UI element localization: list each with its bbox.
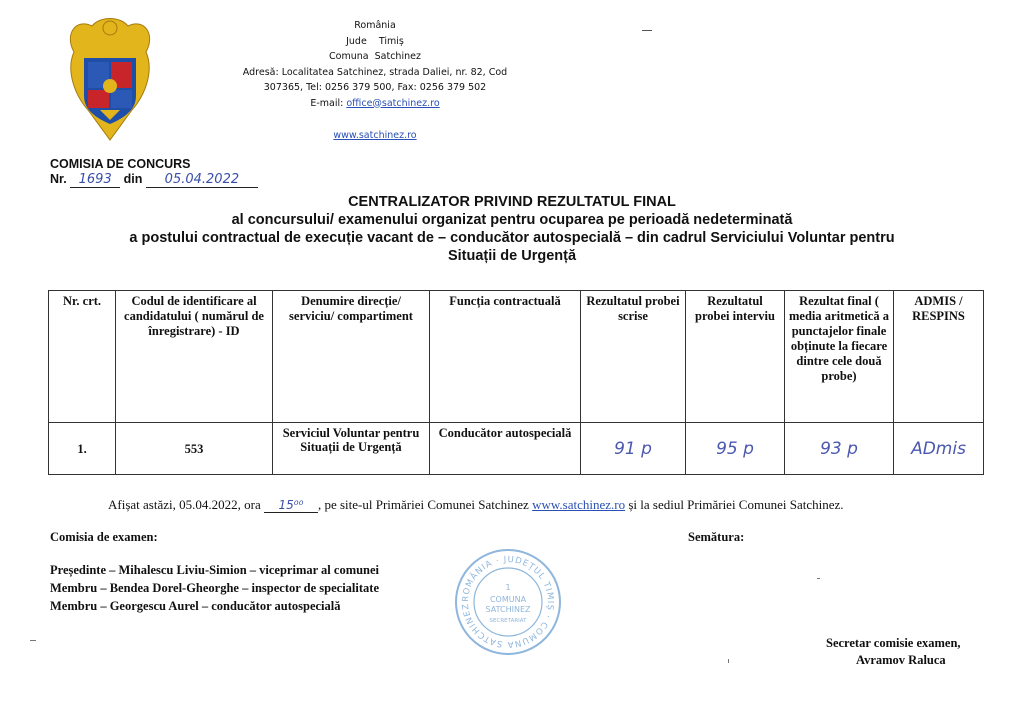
commission-heading: COMISIA DE CONCURS <box>50 157 191 171</box>
title-line-2: al concursului/ examenului organizat pentru ocuparea pe perioadă nedeterminată <box>231 212 793 228</box>
letterhead-email-row <box>220 96 530 112</box>
row-department: Serviciul Voluntar pentru Situații de Urgență <box>273 423 430 475</box>
row-status: ADmis <box>894 423 984 475</box>
member-3: Membru – Georgescu Aurel – conducător autospecială <box>50 599 341 613</box>
svg-text:SECRETARIAT: SECRETARIAT <box>489 618 527 624</box>
posting-suffix: și la sediul Primăriei Comunei Satchinez. <box>628 497 844 512</box>
posting-hour: 15⁰⁰ <box>264 498 318 513</box>
svg-text:COMUNA: COMUNA <box>489 595 527 604</box>
col-department: Denumire direcție/ serviciu/ compartiment <box>273 291 430 423</box>
posting-notice <box>108 497 844 513</box>
posting-prefix: Afișat astăzi, 05.04.2022, ora <box>108 497 261 512</box>
title-line-3: a postului contractual de execuție vacant de – conducător autospecială – din cadrul Serviciului Voluntar pentru <box>129 230 895 246</box>
svg-text:1: 1 <box>505 583 511 592</box>
svg-text:SATCHINEZ: SATCHINEZ <box>485 605 531 614</box>
date-value: 05.04.2022 <box>146 172 258 188</box>
secretary-title: Secretar comisie examen, <box>826 636 961 650</box>
signature-label: Semătura: <box>688 530 745 544</box>
document-title <box>40 193 984 265</box>
letterhead-phone: 307365, Tel: 0256 379 500, Fax: 0256 379 502 <box>263 82 487 93</box>
letterhead <box>220 18 530 111</box>
col-final: Rezultat final ( media aritmetică a punctajelor finale obținute la fiecare dintre cele două probe) <box>785 291 894 423</box>
title-line-4: Situații de Urgență <box>447 248 577 264</box>
row-id: 553 <box>116 423 273 475</box>
row-nr: 1. <box>49 423 116 475</box>
col-nr: Nr. crt. <box>49 291 116 423</box>
col-interview: Rezultatul probei interviu <box>686 291 785 423</box>
row-written-score: 91 p <box>581 423 686 475</box>
title-line-1: CENTRALIZATOR PRIVIND REZULTATUL FINAL <box>348 194 676 210</box>
scan-speck <box>728 659 729 663</box>
email-link[interactable]: office@satchinez.ro <box>346 97 440 109</box>
col-written: Rezultatul probei scrise <box>581 291 686 423</box>
scan-speck <box>30 640 36 641</box>
member-2: Membru – Bendea Dorel-Gheorghe – inspector de specialitate <box>50 581 380 595</box>
scan-speck <box>817 578 820 579</box>
col-function: Funcția contractuală <box>430 291 581 423</box>
letterhead-address: Adresă: Localitatea Satchinez, strada Daliei, nr. 82, Cod <box>242 66 508 78</box>
nr-label: Nr. <box>50 172 67 186</box>
letterhead-country: România <box>354 20 396 31</box>
table-row <box>49 423 984 475</box>
romania-coat-of-arms-icon <box>62 14 158 142</box>
letterhead-county: Jude Timiș <box>346 35 404 47</box>
din-label: din <box>123 172 143 186</box>
member-president: Președinte – Mihalescu Liviu-Simion – viceprimar al comunei <box>50 563 380 577</box>
scan-mark <box>642 30 652 31</box>
row-interview-score: 95 p <box>686 423 785 475</box>
row-final-score: 93 p <box>785 423 894 475</box>
secretary-name: Avramov Raluca <box>856 653 946 667</box>
col-id: Codul de identificare al candidatului ( numărul de înregistrare) - ID <box>116 291 273 423</box>
email-label: E-mail: <box>310 97 344 109</box>
website-link[interactable]: www.satchinez.ro <box>333 130 417 141</box>
commission-label: Comisia de examen: <box>50 530 158 544</box>
letterhead-commune: Comuna Satchinez <box>329 51 421 62</box>
table-header-row <box>49 291 984 423</box>
nr-value: 1693 <box>70 172 120 188</box>
col-status: ADMIS / RESPINS <box>894 291 984 423</box>
registration-line <box>50 172 258 188</box>
posting-middle: , pe site-ul Primăriei Comunei Satchinez <box>317 497 529 512</box>
results-table <box>48 290 984 475</box>
posting-website-link[interactable]: www.satchinez.ro <box>532 497 626 512</box>
official-stamp-icon <box>452 546 564 658</box>
row-function: Conducător autospecială <box>430 423 581 475</box>
svg-text:ROMÂNIA · JUDEȚUL TIMIȘ · COMU: ROMÂNIA · JUDEȚUL TIMIȘ · COMUNA SATCHINEZ <box>460 554 556 650</box>
